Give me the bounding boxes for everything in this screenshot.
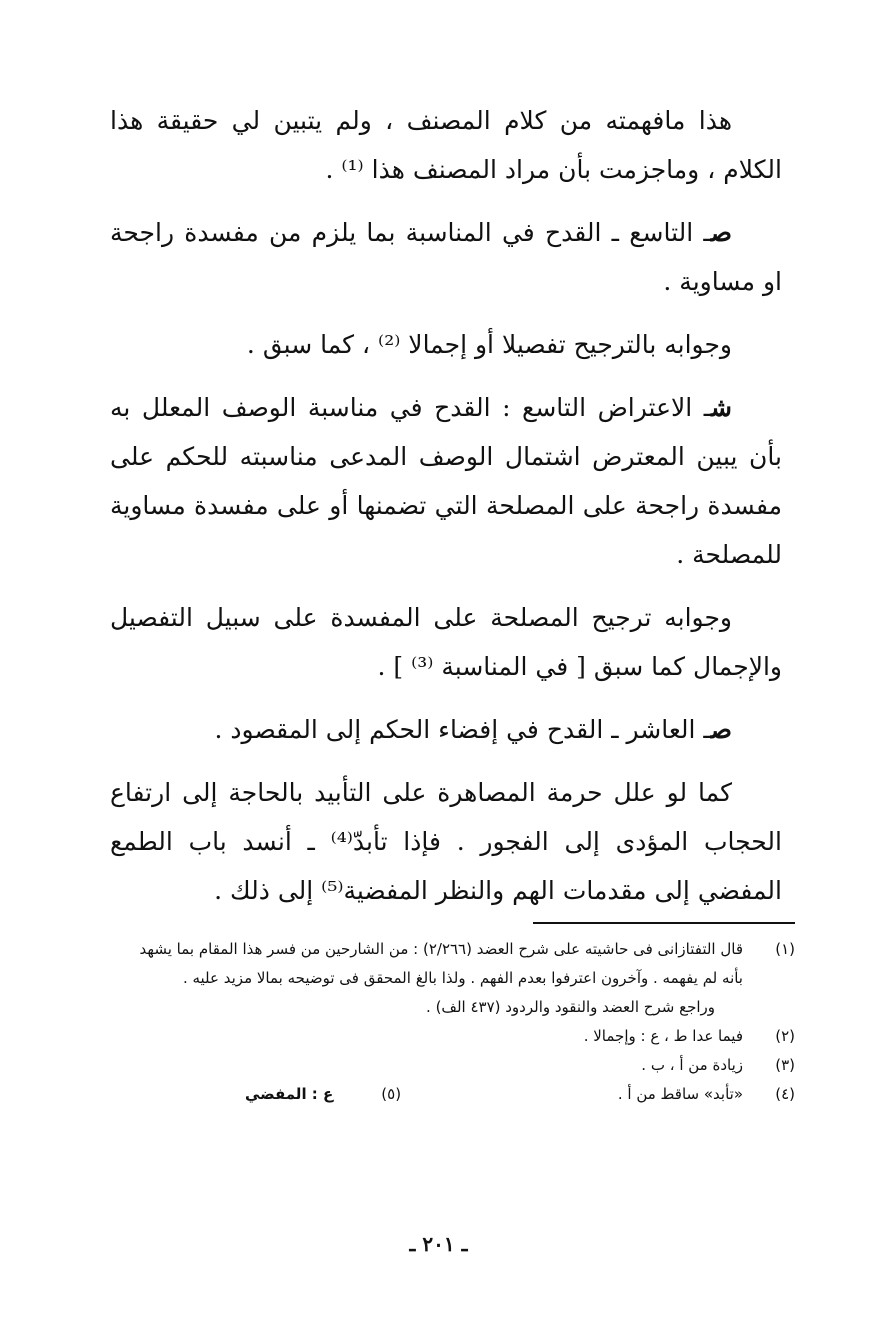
lead-marker: ص xyxy=(710,715,732,744)
paragraph-6: صـ العاشر ـ القدح في إفضاء الحكم إلى المقصود . xyxy=(214,715,732,744)
lead-marker: ش xyxy=(711,393,732,422)
footnote-text: فيما عدا ط ، ع : وإجمالا . xyxy=(583,1027,743,1045)
footnote-text: قال التفتازانى فى حاشيته على شرح العضد (٢/٢٦٦) : من الشارحين من فسر هذا المقام بما يشهد بأنه لم يفهمه . وآخرون اعترفوا بعدم الفهم . ولذا بالغ المحقق فى توضيحه بمالا مزيد عليه . xyxy=(139,940,743,987)
footnotes xyxy=(115,935,795,1109)
footnote-4 xyxy=(115,1080,795,1109)
footnote-text: وراجع شرح العضد والنقود والردود (٤٣٧ الف) . xyxy=(426,998,715,1016)
footnote-number: (١) xyxy=(775,940,795,958)
footnote-1 xyxy=(115,935,795,993)
footnote-separator xyxy=(533,922,795,924)
footnote-text: «تأبد» ساقط من أ . xyxy=(617,1085,743,1103)
footnote-1-continued xyxy=(115,993,795,1022)
footnote-number: (٥) xyxy=(381,1085,402,1103)
page-number: ـ ٢٠١ ـ xyxy=(409,1232,468,1256)
paragraph-3: وجوابه بالترجيح تفصيلا أو إجمالا ⁽²⁾ ، كما سبق . xyxy=(246,330,732,359)
footnote-number: (٢) xyxy=(775,1027,795,1045)
paragraph-1: هذا مافهمته من كلام المصنف ، ولم يتبين لي حقيقة هذا الكلام ، وماجزمت بأن مراد المصنف هذا ⁽¹⁾ . xyxy=(110,106,782,184)
footnote-2 xyxy=(115,1022,795,1051)
footnote-3 xyxy=(115,1051,795,1080)
paragraph-4: شـ الاعتراض التاسع : القدح في مناسبة الوصف المعلل به بأن يبين المعترض اشتمال الوصف المدعى مناسبته للحكم على مفسدة راجحة على المصلحة التي تضمنها أو على مفسدة مساوية للمصلحة . xyxy=(110,393,782,569)
paragraph-5: وجوابه ترجيح المصلحة على المفسدة على سبيل التفصيل والإجمال كما سبق [ في المناسبة ⁽³⁾ ] . xyxy=(110,603,782,681)
footnote-5 xyxy=(245,1080,401,1109)
paragraph-7: كما لو علل حرمة المصاهرة على التأبيد بالحاجة إلى ارتفاع الحجاب المؤدى إلى الفجور . فإذا تأبدّ⁽⁴⁾ ـ أنسد باب الطمع المفضي إلى مقدمات الهم والنظر المفضية⁽⁵⁾ إلى ذلك . xyxy=(110,778,782,905)
footnote-number: (٣) xyxy=(775,1056,795,1074)
lead-marker: ص xyxy=(710,218,732,247)
footnote-text: ع : المفضي xyxy=(245,1085,334,1103)
main-text xyxy=(110,96,782,929)
footnote-text: زيادة من أ ، ب . xyxy=(641,1056,743,1074)
paragraph-2: صـ التاسع ـ القدح في المناسبة بما يلزم من مفسدة راجحة او مساوية . xyxy=(110,218,782,296)
footnote-number: (٤) xyxy=(775,1085,795,1103)
